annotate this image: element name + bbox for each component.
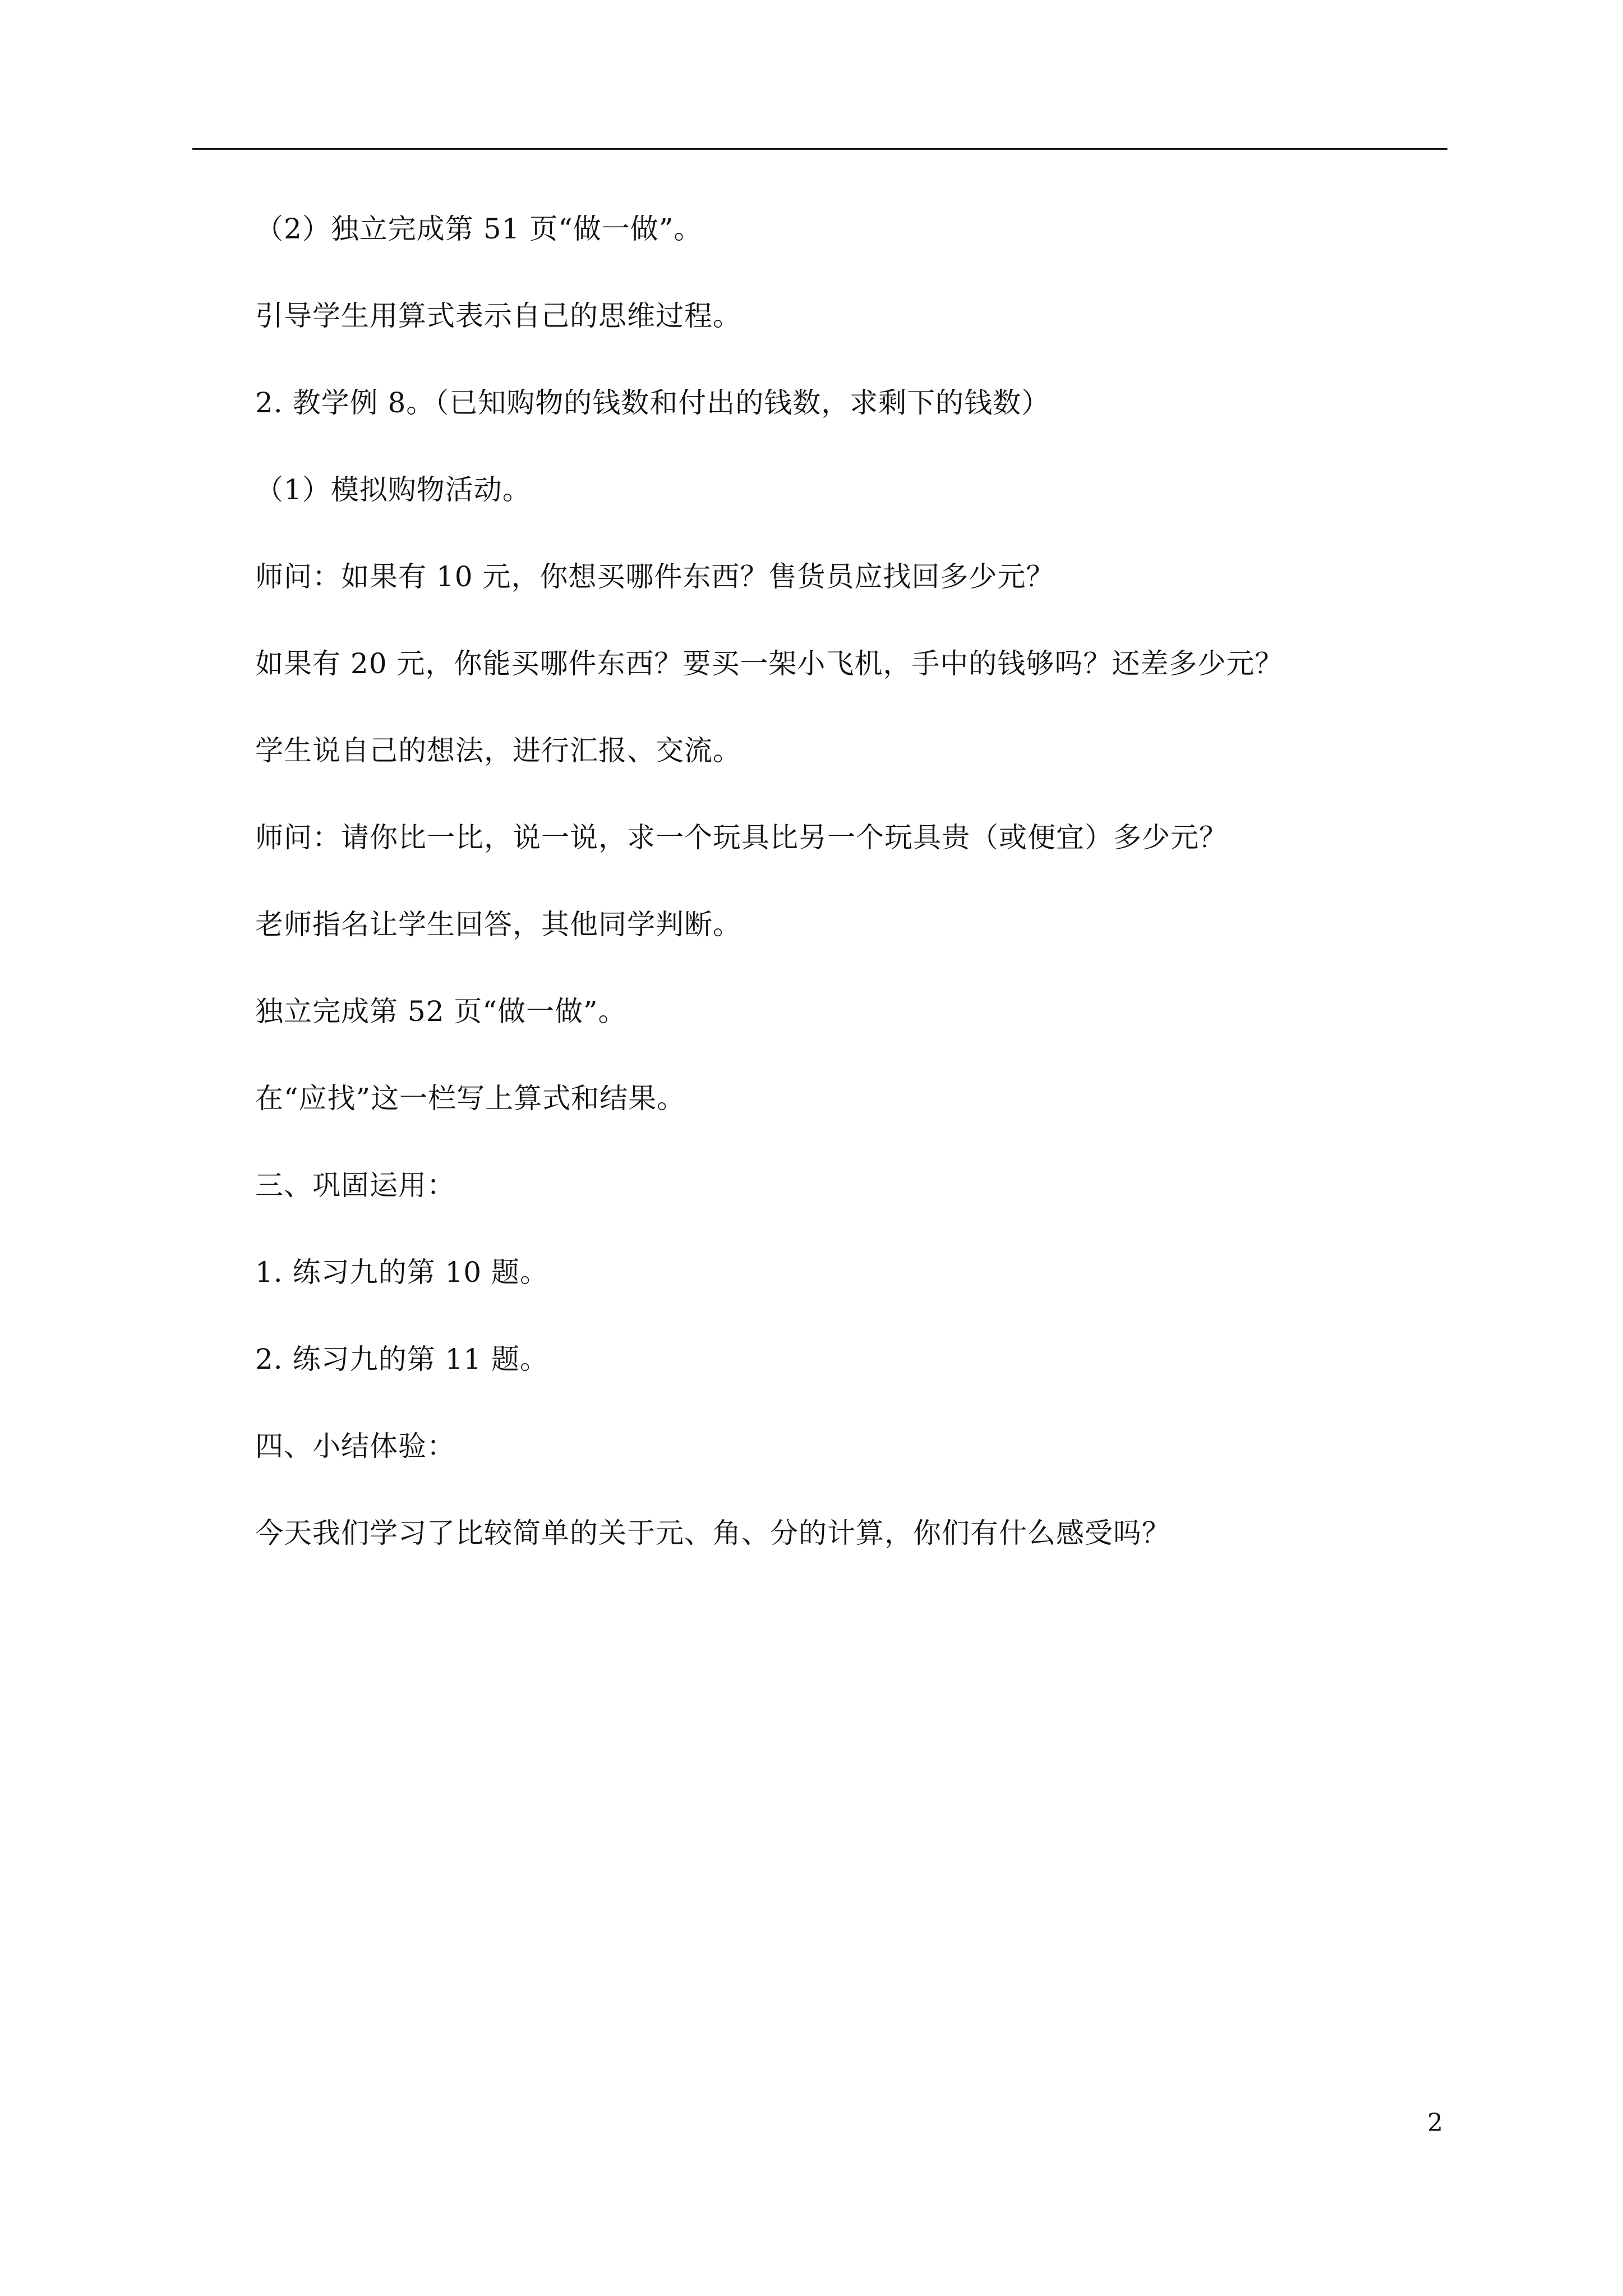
paragraph-line: （1）模拟购物活动。 (255, 473, 531, 506)
paragraph-line: 2. 教学例 8。（已知购物的钱数和付出的钱数，求剩下的钱数） (255, 386, 1050, 419)
paragraph-line: 引导学生用算式表示自己的思维过程。 (255, 300, 741, 332)
exercise-item: 1. 练习九的第 10 题。 (255, 1256, 549, 1289)
document-body (255, 212, 1377, 1603)
paragraph-line: 独立完成第 52 页“做一做”。 (255, 995, 627, 1028)
page-number: 2 (1427, 2109, 1443, 2137)
section-heading: 三、巩固运用： (255, 1169, 455, 1202)
paragraph-line: 如果有 20 元，你能买哪件东西？要买一架小飞机，手中的钱够吗？还差多少元？ (255, 647, 1284, 680)
exercise-item: 2. 练习九的第 11 题。 (255, 1343, 549, 1375)
paragraph-line: 老师指名让学生回答，其他同学判断。 (255, 908, 741, 941)
paragraph-line: 今天我们学习了比较简单的关于元、角、分的计算，你们有什么感受吗？ (255, 1517, 1170, 1549)
paragraph-line: （2）独立完成第 51 页“做一做”。 (255, 213, 703, 245)
section-heading: 四、小结体验： (255, 1430, 455, 1462)
header-rule (192, 148, 1447, 150)
paragraph-line: 在“应找”这一栏写上算式和结果。 (255, 1082, 686, 1115)
paragraph-line: 学生说自己的想法，进行汇报、交流。 (255, 734, 741, 767)
paragraph-line: 师问：如果有 10 元，你想买哪件东西？售货员应找回多少元？ (255, 560, 1055, 593)
paragraph-line: 师问：请你比一比，说一说，求一个玩具比另一个玩具贵（或便宜）多少元？ (255, 821, 1228, 854)
